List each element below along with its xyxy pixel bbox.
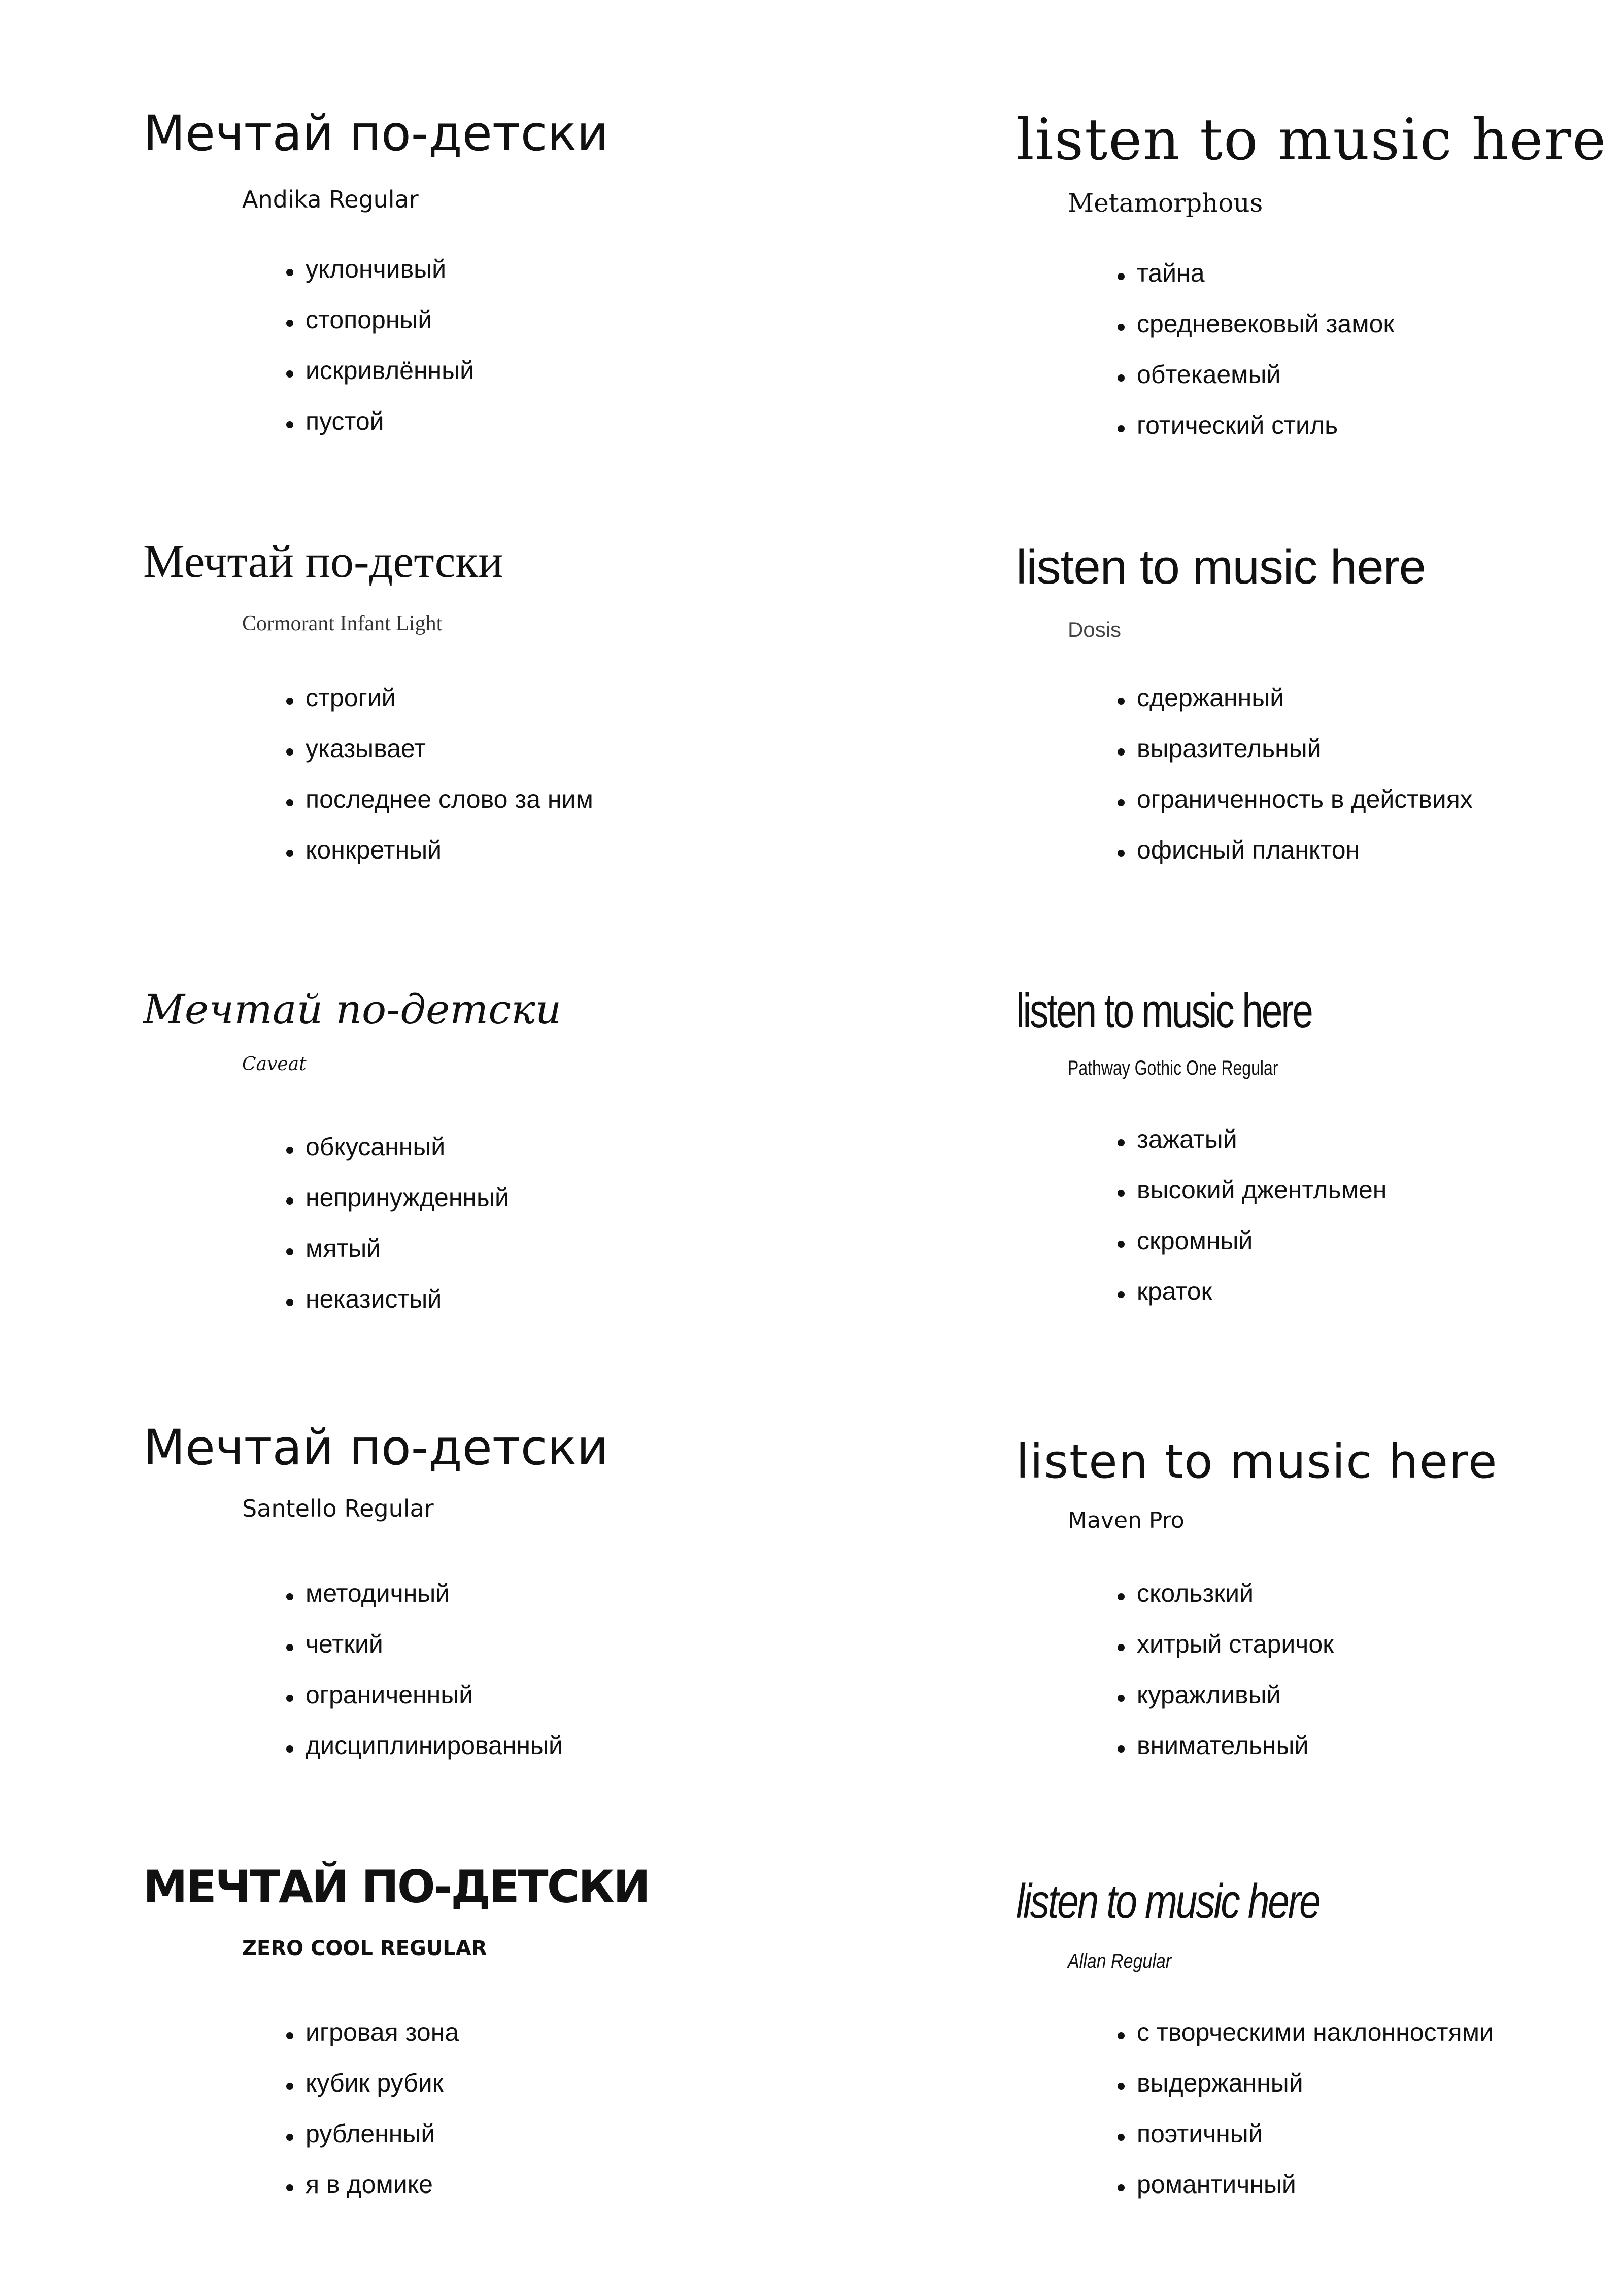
font-name-label: Cormorant Infant Light (242, 612, 443, 635)
list-item: скромный (1137, 1228, 1386, 1253)
list-item: дисциплинированный (306, 1731, 563, 1760)
list-item: сдержанный (1137, 685, 1473, 710)
font-name-label: Pathway Gothic One Regular (1068, 1057, 1278, 1079)
list-item: средневековый замок (1137, 310, 1395, 338)
list-item: зажатый (1137, 1126, 1386, 1152)
list-item: искривлённый (306, 356, 475, 385)
font-sample-heading: listen to music here (1016, 984, 1312, 1038)
font-sample-heading: listen to music here (1016, 540, 1426, 594)
font-card-zero-cool (143, 1861, 904, 2250)
font-name-label: ZERO COOL REGULAR (242, 1937, 487, 1960)
font-card-metamorphous (1016, 107, 1624, 497)
list-item: скользкий (1137, 1581, 1334, 1606)
list-item: игровая зона (306, 2018, 459, 2046)
list-item: я в домике (306, 2172, 459, 2197)
font-name-label: Caveat (242, 1054, 307, 1075)
list-item: стопорный (306, 307, 474, 332)
font-name-label: Andika Regular (242, 186, 419, 213)
font-card-andika (143, 105, 904, 495)
association-list (1137, 685, 1473, 888)
list-item: рубленный (306, 2121, 459, 2146)
font-sample-heading: Мечтай по-детски (143, 986, 562, 1033)
list-item: краток (1137, 1279, 1386, 1304)
font-card-caveat (143, 986, 904, 1375)
association-list (306, 685, 593, 888)
list-item: внимательный (1137, 1733, 1334, 1758)
font-sample-heading: listen to music here (1016, 1434, 1498, 1489)
list-item: указывает (306, 736, 593, 761)
font-sample-heading: Мечтай по-детски (143, 105, 608, 162)
list-item: поэтичный (1137, 2121, 1494, 2146)
list-item: хитрый старичок (1137, 1630, 1334, 1658)
list-item: с творческими наклонностями (1137, 2018, 1494, 2046)
list-item: обтекаемый (1137, 362, 1394, 387)
list-item: романтичный (1137, 2172, 1494, 2197)
list-item: высокий джентльмен (1137, 1176, 1387, 1204)
association-list (1137, 260, 1394, 463)
association-list (1137, 2019, 1494, 2222)
font-sample-heading: Мечтай по-детски (143, 1419, 608, 1476)
association-list (306, 1134, 509, 1337)
font-card-maven-pro (1016, 1434, 1624, 1824)
font-name-label: Maven Pro (1068, 1507, 1185, 1533)
list-item: тайна (1137, 260, 1394, 286)
association-list (306, 2019, 459, 2222)
list-item: кубик рубик (306, 2070, 459, 2096)
association-list (1137, 1126, 1386, 1329)
font-name-label: Santello Regular (242, 1495, 434, 1522)
association-list (306, 1581, 563, 1784)
font-sample-heading: МЕЧТАЙ ПО-ДЕТСКИ (143, 1861, 649, 1913)
association-list (306, 256, 474, 459)
font-sample-heading: listen to music here (1016, 1874, 1319, 1929)
font-card-allan (1016, 1874, 1624, 2263)
list-item: ограниченный (306, 1682, 563, 1707)
association-list (1137, 1581, 1334, 1784)
list-item: непринужденный (306, 1183, 509, 1212)
font-name-label: Dosis (1068, 618, 1122, 641)
list-item: ограниченность в действиях (1137, 785, 1473, 813)
list-item: последнее слово за ним (306, 785, 593, 813)
font-card-santello (143, 1419, 904, 1809)
font-name-label: Allan Regular (1068, 1950, 1172, 1972)
list-item: выразительный (1137, 736, 1473, 761)
list-item: куражливый (1137, 1682, 1334, 1707)
font-sample-heading: listen to music here (1016, 107, 1607, 173)
list-item: строгий (306, 685, 593, 710)
list-item: методичный (306, 1581, 563, 1606)
font-card-cormorant (143, 535, 904, 923)
list-item: готический стиль (1137, 413, 1394, 438)
list-item: выдержанный (1137, 2070, 1494, 2096)
font-card-dosis (1016, 540, 1624, 929)
list-item: мятый (306, 1236, 509, 1261)
font-sample-heading: Мечтай по-детски (143, 535, 503, 587)
list-item: обкусанный (306, 1134, 509, 1159)
list-item: четкий (306, 1631, 563, 1657)
list-item: пустой (306, 408, 474, 434)
font-card-pathway-gothic (1016, 984, 1624, 1373)
list-item: офисный планктон (1137, 837, 1473, 863)
list-item: уклончивый (306, 256, 474, 282)
list-item: конкретный (306, 837, 593, 863)
font-name-label: Metamorphous (1068, 188, 1263, 218)
list-item: неказистый (306, 1286, 509, 1312)
